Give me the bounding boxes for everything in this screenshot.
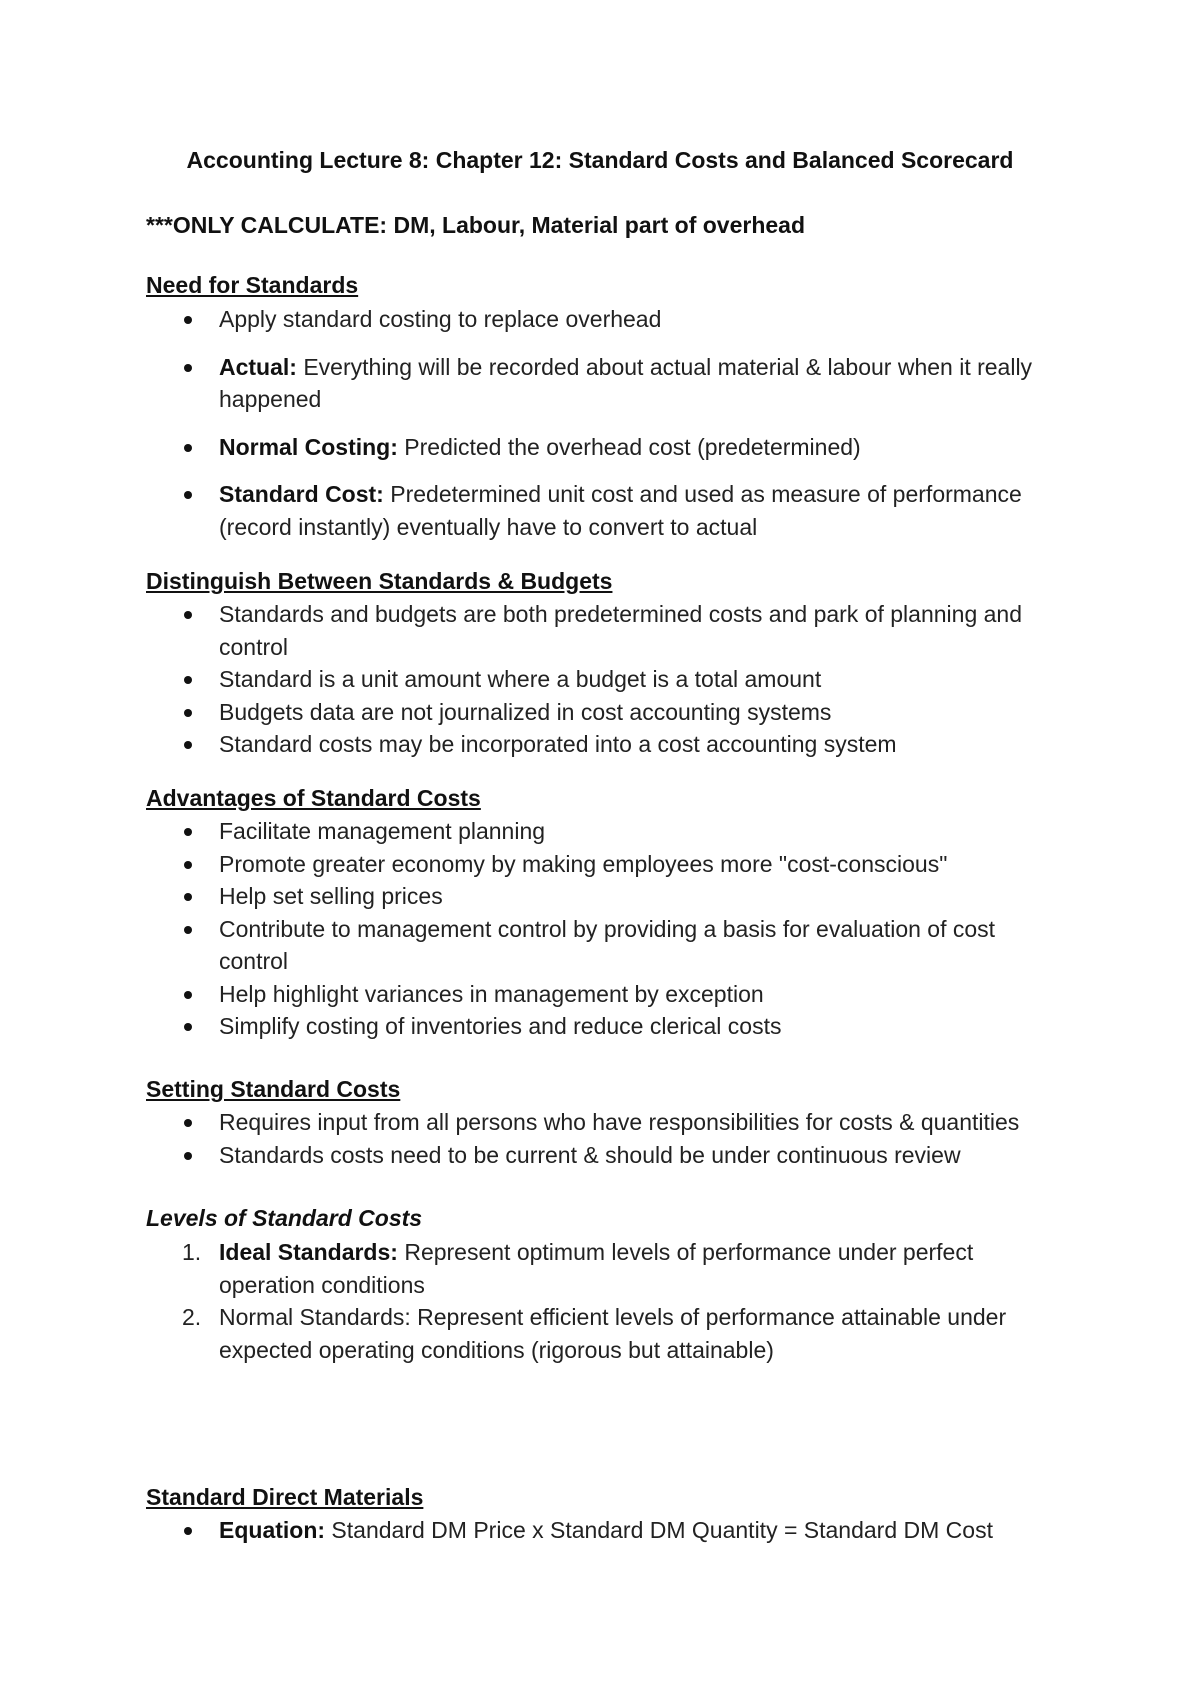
calculation-note: ***ONLY CALCULATE: DM, Labour, Material part of overhead	[146, 212, 806, 238]
list-standard-direct-materials	[146, 1514, 1066, 1547]
list-item: Help set selling prices	[146, 880, 1066, 913]
item-text: Predetermined unit cost and used as measure of performance (record instantly) eventually have to convert to actual	[219, 481, 1022, 540]
item-text: Everything will be recorded about actual material & labour when it really happened	[219, 353, 1033, 412]
list-item: Requires input from all persons who have responsibilities for costs & quantities	[146, 1106, 1066, 1139]
subheading-levels: Levels of Standard Costs	[146, 1205, 423, 1231]
list-item: Promote greater economy by making employees more "cost-conscious"	[146, 848, 1066, 881]
list-item: Simplify costing of inventories and reduce clerical costs	[146, 1010, 1066, 1043]
list-item: Help highlight variances in management by exception	[146, 978, 1066, 1011]
heading-need-for-standards: Need for Standards	[146, 272, 359, 298]
heading-setting: Setting Standard Costs	[146, 1076, 401, 1102]
heading-advantages: Advantages of Standard Costs	[146, 785, 481, 811]
list-item: Standards costs need to be current & should be under continuous review	[146, 1139, 1066, 1172]
list-item	[146, 1514, 1066, 1547]
item-label: Ideal Standards:	[219, 1239, 398, 1265]
heading-distinguish: Distinguish Between Standards & Budgets	[146, 568, 613, 594]
list-item: Standards and budgets are both predetermined costs and park of planning and control	[146, 598, 1066, 663]
item-text: Normal Standards: Represent efficient levels of performance attainable under expected operating conditions (rigorous but attainable)	[219, 1304, 1007, 1363]
item-label: Actual:	[219, 353, 297, 380]
item-label: Standard Cost:	[219, 481, 384, 507]
list-item	[146, 478, 1066, 543]
item-text: Apply standard costing to replace overhead	[219, 306, 662, 332]
item-text: Represent optimum levels of performance under perfect operation conditions	[219, 1239, 974, 1298]
item-text: Predicted the overhead cost (predetermined)	[397, 433, 861, 460]
item-label: Normal Costing:	[219, 433, 398, 460]
heading-standard-direct-materials: Standard Direct Materials	[146, 1484, 424, 1510]
item-number: 1.	[182, 1239, 202, 1265]
list-need-for-standards	[146, 303, 1066, 558]
list-item	[146, 431, 1066, 464]
item-text: Standard DM Price x Standard DM Quantity = Standard DM Cost	[325, 1517, 993, 1543]
list-item: Budgets data are not journalized in cost accounting systems	[146, 696, 1066, 729]
list-advantages	[146, 815, 1066, 1043]
document-title: Accounting Lecture 8: Chapter 12: Standard Costs and Balanced Scorecard	[186, 147, 1014, 173]
list-levels	[146, 1236, 1066, 1366]
item-label: Equation:	[219, 1517, 326, 1543]
item-number: 2.	[182, 1304, 202, 1330]
list-item	[146, 1301, 1066, 1366]
list-item	[146, 351, 1066, 416]
list-item	[146, 1236, 1066, 1301]
list-item: Facilitate management planning	[146, 815, 1066, 848]
list-distinguish	[146, 598, 1066, 761]
list-setting	[146, 1106, 1066, 1171]
list-item: Contribute to management control by providing a basis for evaluation of cost control	[146, 913, 1066, 978]
list-item: Standard costs may be incorporated into a cost accounting system	[146, 728, 1066, 761]
list-item	[146, 303, 1066, 336]
list-item: Standard is a unit amount where a budget is a total amount	[146, 663, 1066, 696]
